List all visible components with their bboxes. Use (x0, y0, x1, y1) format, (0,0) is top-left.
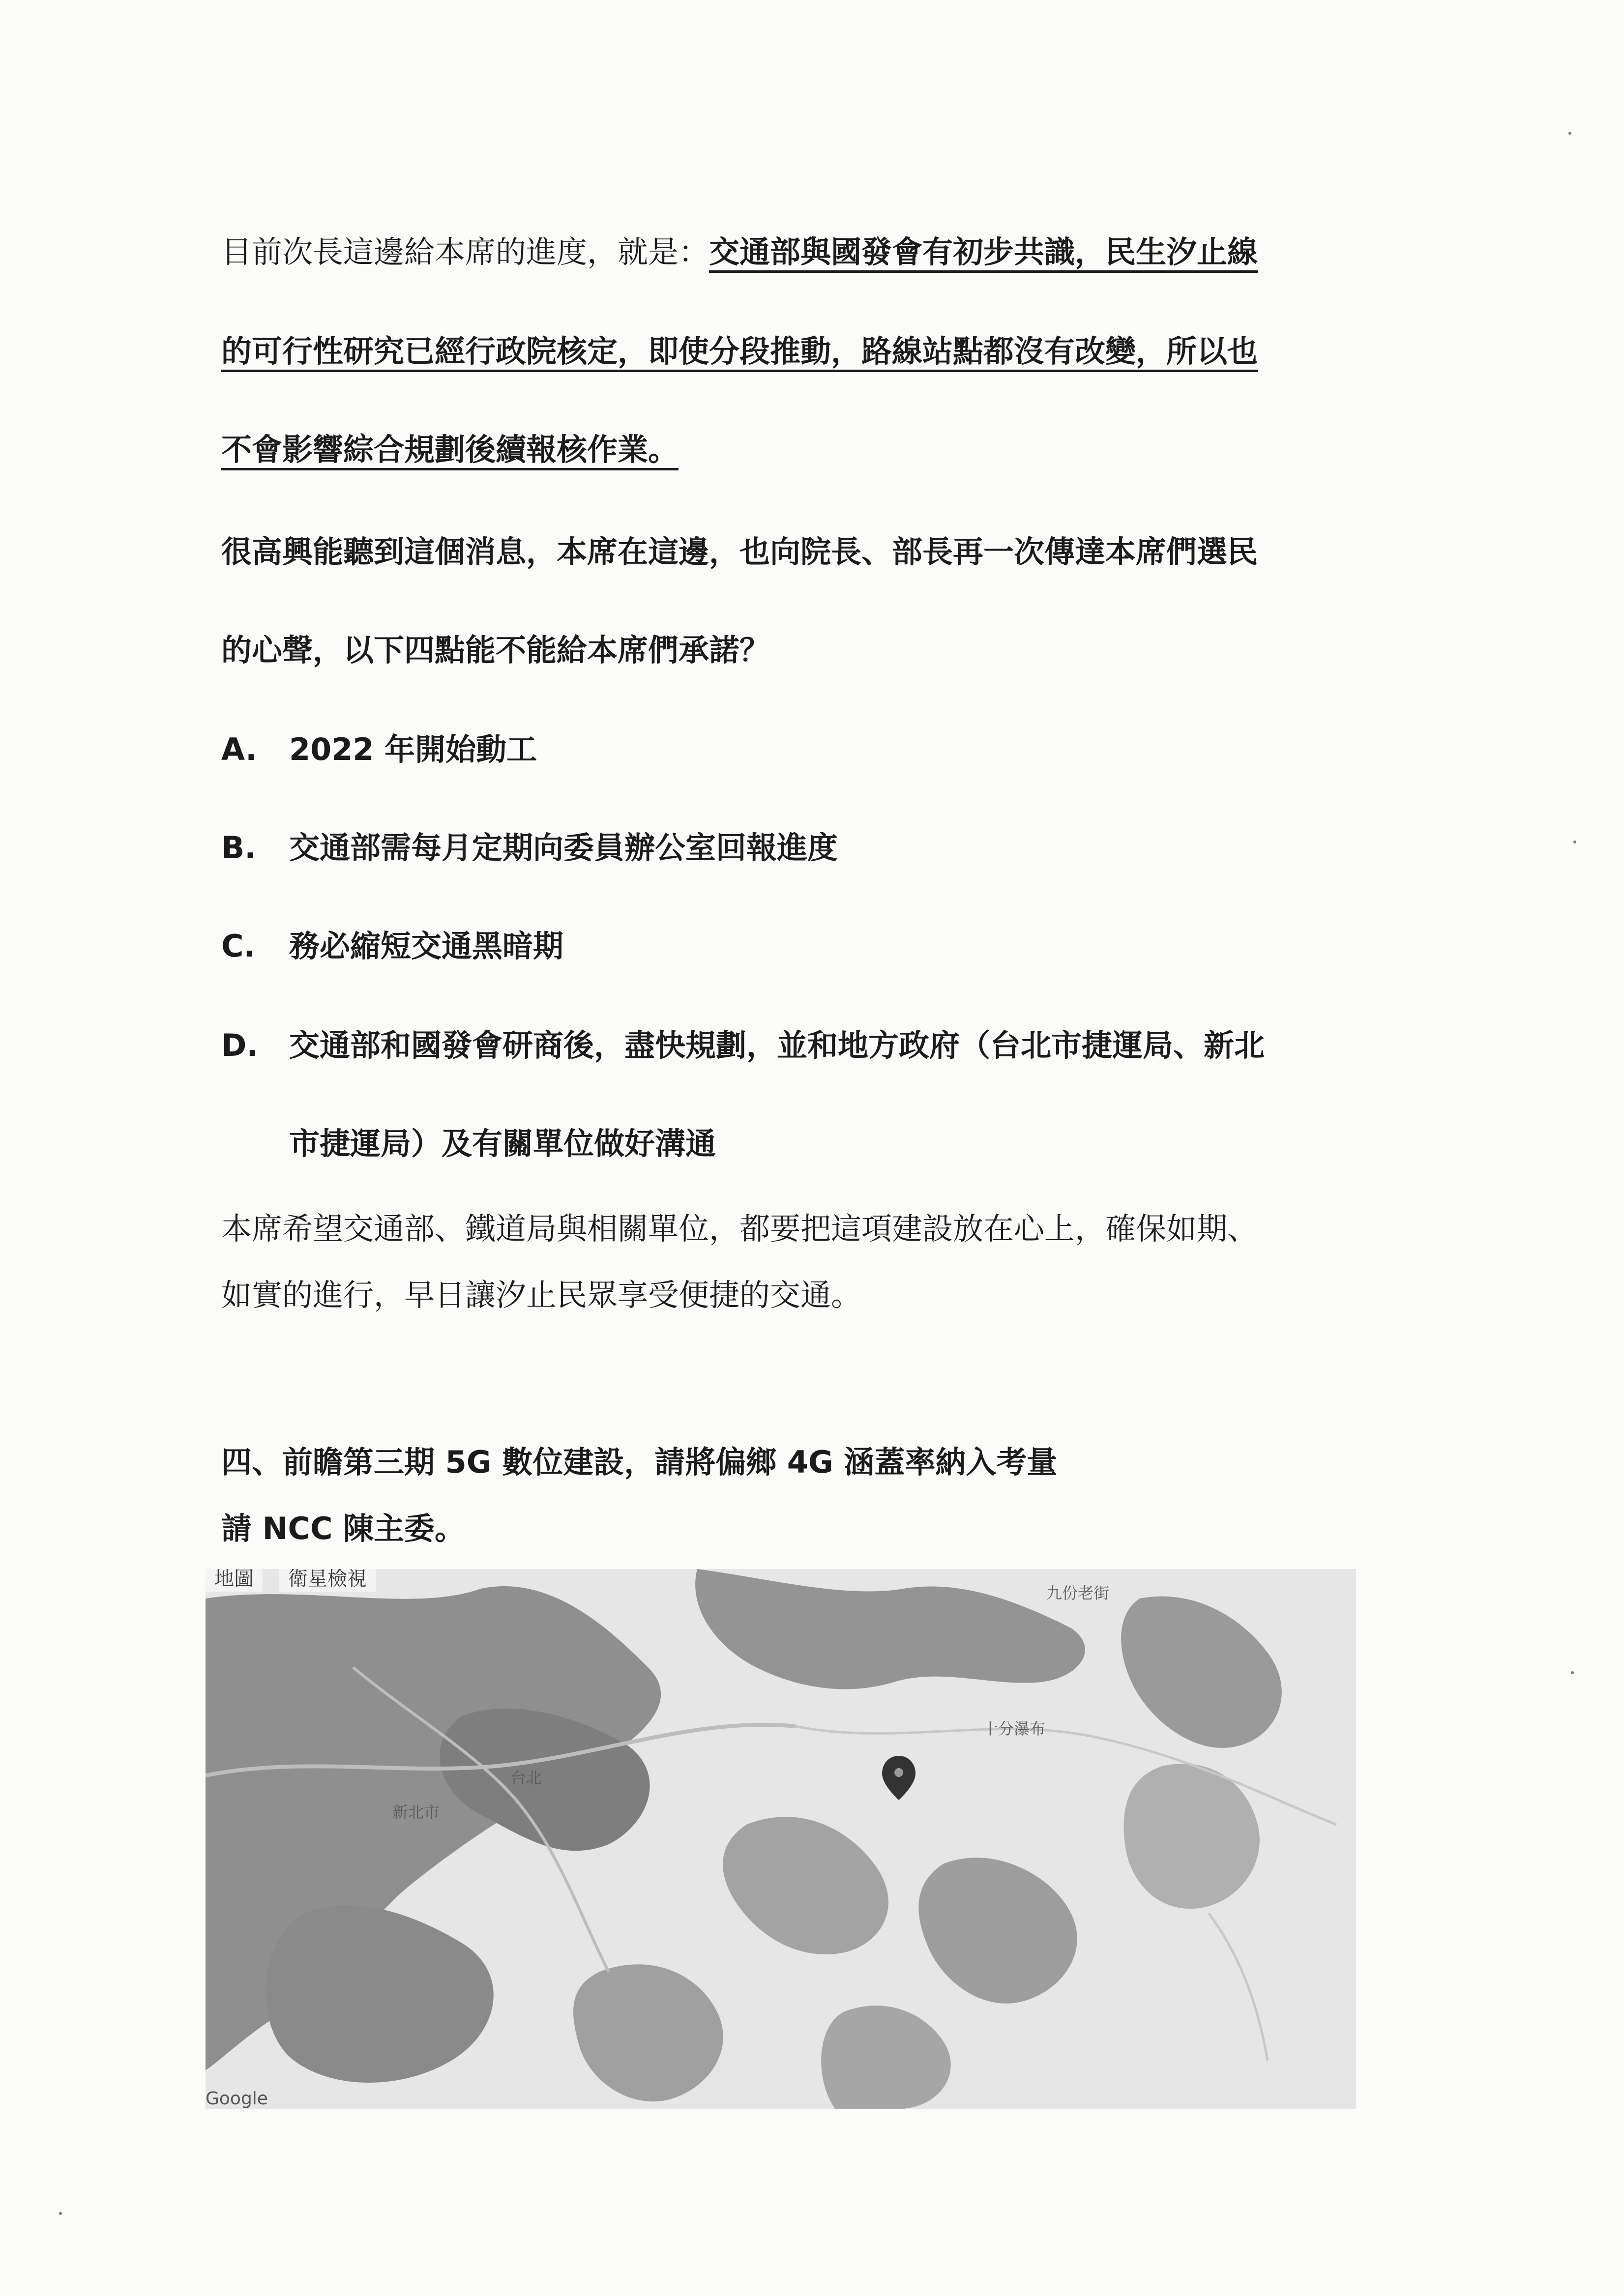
tab-map[interactable]: 地圖 (206, 1569, 263, 1592)
google-logo: Google (206, 2089, 268, 2109)
list-item (221, 826, 1352, 870)
list-text: 2022 年開始動工 (289, 731, 537, 767)
scan-speck (1573, 841, 1576, 843)
list-item (221, 727, 1352, 772)
para2-line2: 的心聲，以下四點能不能給本席們承諾？ (221, 632, 770, 668)
list-letter: C. (221, 928, 256, 964)
para1-line2: 的可行性研究已經行政院核定，即使分段推動，路線站點都沒有改變，所以也 (221, 333, 1258, 369)
scan-speck (59, 2212, 62, 2215)
list-letter: D. (221, 1027, 259, 1063)
list-text: 務必縮短交通黑暗期 (289, 928, 564, 964)
map-graphic (206, 1569, 1356, 2109)
para1-line3: 不會影響綜合規劃後續報核作業。 (221, 432, 679, 467)
list-text: 交通部和國發會研商後，盡快規劃，並和地方政府（台北市捷運局、新北 (289, 1027, 1265, 1063)
map-label-taipei: 台北 (510, 1769, 542, 1787)
para3-line2: 如實的進行，早日讓汐止民眾享受便捷的交通。 (221, 1277, 862, 1313)
list-item (221, 924, 1352, 968)
map-label-shifen: 十分瀑布 (982, 1719, 1046, 1738)
scan-speck (1568, 132, 1571, 135)
coverage-map (206, 1569, 1356, 2109)
para3-line1: 本席希望交通部、鐵道局與相關單位，都要把這項建設放在心上，確保如期、 (221, 1211, 1258, 1247)
scan-speck (1571, 1671, 1574, 1674)
para1-emphasis: 交通部與國發會有初步共識，民生汐止線 (709, 234, 1258, 270)
list-text-continued: 市捷運局）及有關單位做好溝通 (289, 1126, 716, 1162)
map-label-newtaipei: 新北市 (392, 1803, 440, 1822)
section-subheading: 請 NCC 陳主委。 (221, 1511, 466, 1546)
map-label-jiufen: 九份老街 (1046, 1584, 1110, 1602)
list-text: 交通部需每月定期向委員辦公室回報進度 (289, 830, 838, 866)
section-heading: 四、前瞻第三期 5G 數位建設，請將偏鄉 4G 涵蓋率納入考量 (221, 1444, 1058, 1480)
list-letter: B. (221, 830, 256, 866)
list-item (221, 1023, 1352, 1166)
para1-line1: 目前次長這邊給本席的進度，就是：交通部與國發會有初步共識，民生汐止線 (221, 234, 1258, 270)
para2-line1: 很高興能聽到這個消息，本席在這邊，也向院長、部長再一次傳達本席們選民 (221, 534, 1258, 570)
list-letter: A. (221, 731, 257, 767)
tab-satellite[interactable]: 衛星檢視 (279, 1569, 376, 1592)
